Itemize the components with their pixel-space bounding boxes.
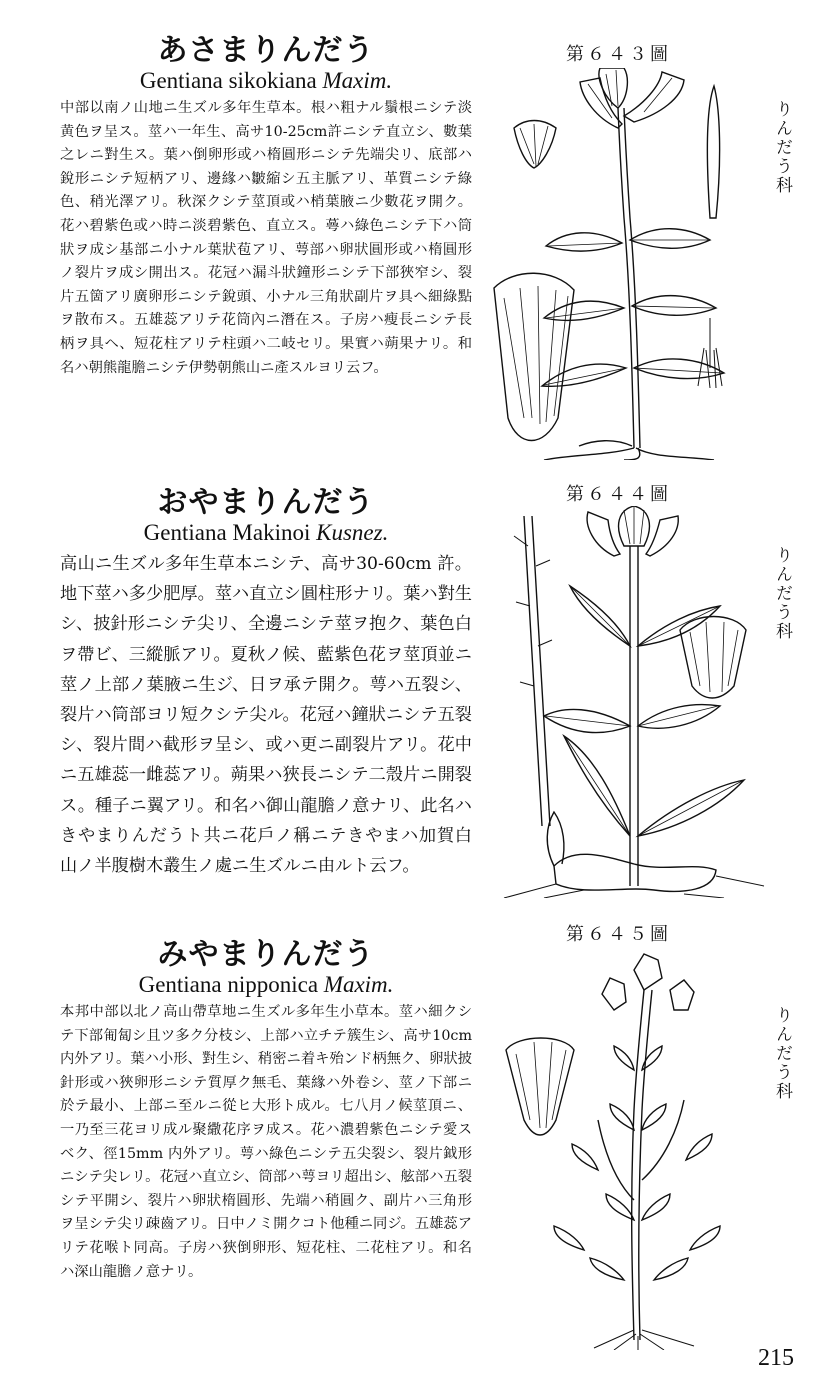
species-japanese-name: おやまりんだう xyxy=(157,485,375,520)
figure-number: 第６４４圖 xyxy=(566,484,671,505)
author-abbrev: Kusnez. xyxy=(316,520,389,545)
plant-illustration-645 xyxy=(494,950,770,1350)
family-label: りんだう科 xyxy=(772,100,792,195)
genus-species: Gentiana Makinoi xyxy=(143,520,311,545)
species-description: 本邦中部以北ノ高山帶草地ニ生ズル多年生小草本。莖ハ細クシテ下部匍匐シ且ツ多ク分枝シ、上部ハ立チテ簇生シ、高サ10cm内外アリ。葉ハ小形、對生シ、稍密ニ着キ殆ンド柄無ク、卵狀披針形或ハ狹卵形ニシテ質厚ク無毛、葉緣ハ外卷シ、莖ノ下部ニ於テ最小、上部ニ至ルニ從ヒ大形ト成ル。七八月ノ候莖頂ニ、一乃至三花ヨリ成ル聚繖花序ヲ成ス。花ハ濃碧紫色ニシテ愛スベク、徑15mm 内外アリ。萼ハ綠色ニシテ五尖裂シ、裂片鉞形ニシテ尖レリ。花冠ハ直立シ、筒部ハ萼ヨリ超出シ、舷部ハ五裂シテ平開シ、裂片ハ卵狀楕圓形、先端ハ稍圓ク、副片ハ三角形ヲ呈シテ尖リ疎齒アリ。日中ノミ開クコト他種ニ同ジ。五雄蕊アリテ花喉ト同高。子房ハ狹倒卵形、短花柱、二花柱アリ。和名ハ深山龍膽ノ意ナリ。 xyxy=(60,1004,472,1280)
entry-643 xyxy=(60,34,472,380)
species-latin-name xyxy=(60,69,472,93)
family-label: りんだう科 xyxy=(772,1006,792,1101)
genus-species: Gentiana nipponica xyxy=(138,972,319,997)
figure-number: 第６４５圖 xyxy=(566,924,671,945)
entry-645 xyxy=(60,938,472,1284)
author-abbrev: Maxim. xyxy=(322,68,393,93)
figure-number: 第６４３圖 xyxy=(566,44,671,65)
species-latin-name xyxy=(60,973,472,997)
plant-illustration-643 xyxy=(484,68,770,460)
author-abbrev: Maxim. xyxy=(323,972,394,997)
species-description: 高山ニ生ズル多年生草本ニシテ、高サ30-60cm 許。地下莖ハ多少肥厚。莖ハ直立シ圓柱形ナリ。葉ハ對生シ、披針形ニシテ尖リ、全邊ニシテ莖ヲ抱ク、葉色白ヲ帶ビ、三縱脈アリ。夏秋ノ候、藍紫色花ヲ莖頂並ニ莖ノ上部ノ葉腋ニ生ジ、日ヲ承テ開ク。萼ハ五裂シ、裂片ハ筒部ヨリ短クシテ尖ル。花冠ハ鐘狀ニシテ五裂シ、裂片間ハ截形ヲ呈シ、或ハ更ニ副裂片アリ。花中ニ五雄蕊一雌蕊アリ。蒴果ハ狹長ニシテ二殼片ニ開裂ス。種子ニ翼アリ。和名ハ御山龍膽ノ意ナリ、此名ハきやまりんだうト共ニ花戶ノ稱ニテきやまハ加賀白山ノ半腹樹木叢生ノ處ニ生ズルニ由ルト云フ。 xyxy=(60,554,472,877)
genus-species: Gentiana sikokiana xyxy=(139,68,317,93)
species-description: 中部以南ノ山地ニ生ズル多年生草本。根ハ粗ナル鬚根ニシテ淡黄色ヲ呈ス。莖ハ一年生、高サ10-25cm許ニシテ直立シ、數葉之レニ對生ス。葉ハ倒卵形或ハ楕圓形ニシテ先端尖リ、底部ハ銳形ニシテ短柄アリ、邊緣ハ皺縮シ五主脈アリ、革質ニシテ綠色、稍光澤アリ。秋深クシテ莖頂或ハ梢葉腋ニ少數花ヲ開ク。花ハ碧紫色或ハ時ニ淡碧紫色、直立ス。蕚ハ綠色ニシテ下ハ筒狀ヲ成シ基部ニ小ナル葉狀苞アリ、萼部ハ卵狀圓形或ハ楕圓形ノ裂片ヲ成シ開出ス。花冠ハ漏斗狀鐘形ニシテ下部狹窄シ、裂片五箇アリ廣卵形ニシテ銳頭、小ナル三角狀副片ヲ具ヘ細綠點ヲ散布ス。五雄蕊アリテ花筒內ニ潛在ス。子房ハ瘦長ニシテ長柄ヲ具ヘ、短花柱アリテ柱頭ハ二岐セリ。果實ハ蒴果ナリ。和名ハ朝熊龍膽ニシテ伊勢朝熊山ニ產スルヨリ云フ。 xyxy=(60,100,472,376)
plant-illustration-644 xyxy=(484,506,770,898)
species-latin-name xyxy=(60,521,472,545)
family-label: りんだう科 xyxy=(772,546,792,641)
species-japanese-name: みやまりんだう xyxy=(157,937,375,972)
entry-644 xyxy=(60,486,472,881)
species-japanese-name: あさまりんだう xyxy=(157,33,375,68)
page-number: 215 xyxy=(758,1345,794,1371)
